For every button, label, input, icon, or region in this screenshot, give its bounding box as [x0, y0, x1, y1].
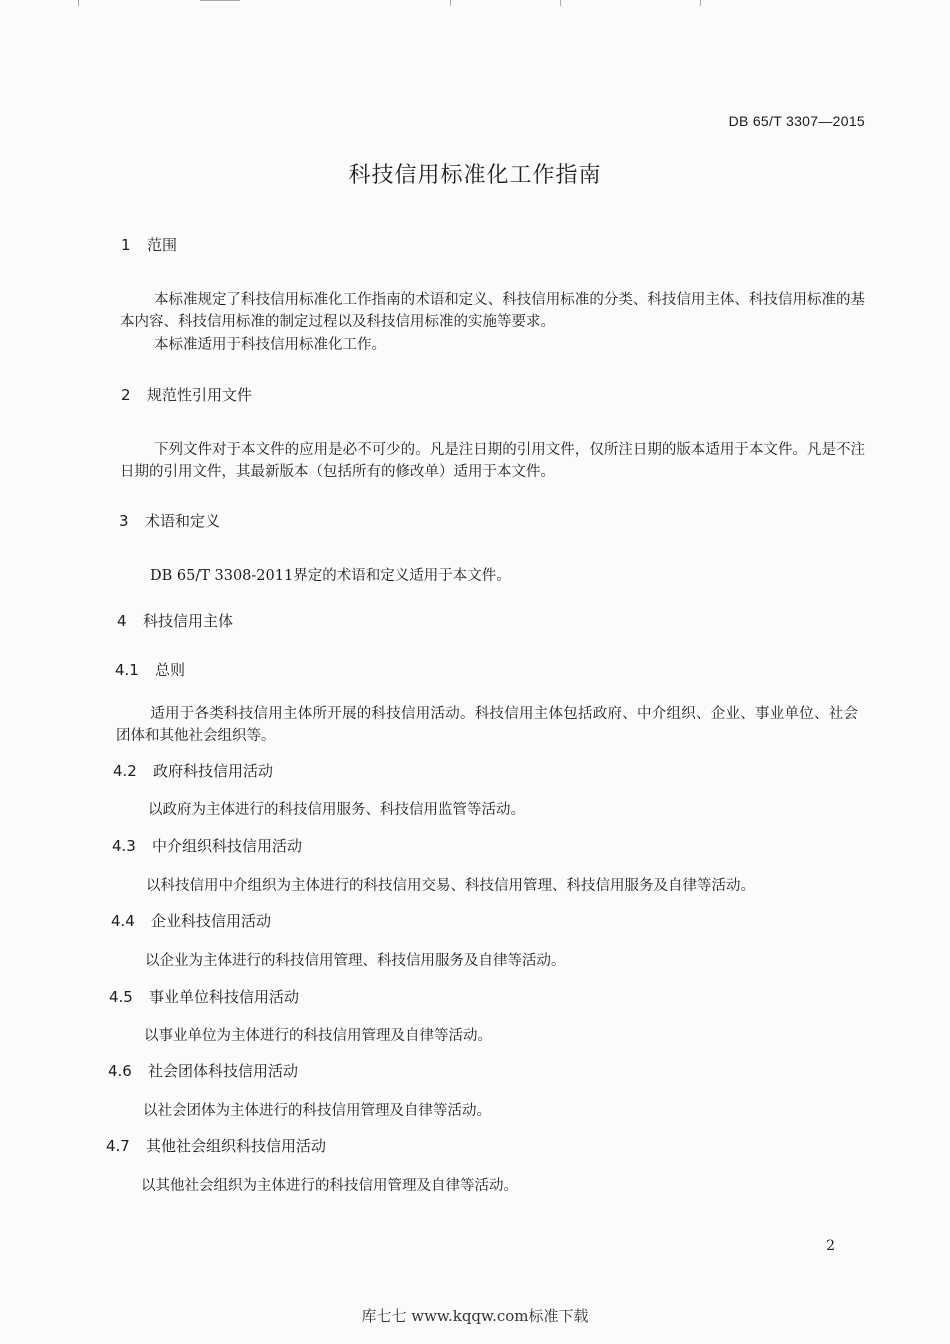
subsection-4-1-heading — [115, 659, 185, 680]
subsection-number: 4.1 — [115, 661, 139, 679]
scan-mark — [200, 0, 240, 1]
page-number: 2 — [826, 1238, 835, 1254]
section-2-heading — [121, 384, 252, 405]
section-title: 范围 — [147, 236, 178, 254]
section-title: 规范性引用文件 — [147, 386, 253, 404]
subsection-4-6-text: 以社会团体为主体进行的科技信用管理及自律等活动。 — [143, 1103, 491, 1119]
subsection-number: 4.2 — [113, 762, 137, 780]
section-title: 科技信用主体 — [143, 612, 234, 630]
subsection-4-3-heading — [112, 835, 302, 856]
section-4-heading — [117, 610, 233, 631]
paragraph-text: 适用于各类科技信用主体所开展的科技信用活动。科技信用主体包括政府、中介组织、企业、事业单位、社会团体和其他社会组织等。 — [116, 706, 858, 744]
section-1-paragraph-2 — [120, 334, 865, 356]
footer-watermark: 库七七 www.kqqw.com标准下载 — [361, 1307, 589, 1325]
paragraph-text: 本标准规定了科技信用标准化工作指南的术语和定义、科技信用标准的分类、科技信用主体、科技信用标准的基本内容、科技信用标准的制定过程以及科技信用标准的实施等要求。 — [120, 292, 865, 330]
section-number: 2 — [121, 386, 131, 404]
standard-code: DB 65/T 3307—2015 — [728, 113, 865, 129]
subsection-4-2-heading — [113, 760, 273, 781]
section-number: 1 — [121, 236, 131, 254]
subsection-4-4-heading — [111, 910, 271, 931]
subsection-title: 其他社会组织科技信用活动 — [146, 1137, 327, 1155]
section-number: 4 — [117, 612, 127, 630]
subsection-title: 企业科技信用活动 — [151, 912, 272, 930]
scan-mark — [78, 0, 79, 6]
section-1-heading — [121, 234, 177, 255]
scan-mark — [560, 0, 561, 6]
subsection-number: 4.6 — [108, 1062, 132, 1080]
subsection-number: 4.4 — [111, 912, 135, 930]
document-title: 科技信用标准化工作指南 — [348, 163, 602, 188]
section-3-paragraph-1: DB 65/T 3308-2011界定的术语和定义适用于本文件。 — [150, 568, 511, 584]
subsection-title: 事业单位科技信用活动 — [149, 988, 300, 1006]
scan-mark — [450, 0, 451, 6]
subsection-4-6-heading — [108, 1060, 298, 1081]
section-1-paragraph-1 — [120, 289, 865, 333]
subsection-number: 4.5 — [109, 988, 133, 1006]
subsection-4-5-text: 以事业单位为主体进行的科技信用管理及自律等活动。 — [144, 1028, 492, 1044]
subsection-4-4-text: 以企业为主体进行的科技信用管理、科技信用服务及自律等活动。 — [145, 953, 566, 969]
scan-mark — [700, 0, 701, 6]
subsection-4-3-text: 以科技信用中介组织为主体进行的科技信用交易、科技信用管理、科技信用服务及自律等活动。 — [146, 878, 755, 894]
paragraph-text: 本标准适用于科技信用标准化工作。 — [154, 337, 386, 353]
subsection-title: 社会团体科技信用活动 — [148, 1062, 299, 1080]
subsection-number: 4.3 — [112, 837, 136, 855]
subsection-4-7-text: 以其他社会组织为主体进行的科技信用管理及自律等活动。 — [141, 1178, 518, 1194]
section-3-heading — [119, 510, 220, 531]
section-number: 3 — [119, 512, 129, 530]
subsection-4-2-text: 以政府为主体进行的科技信用服务、科技信用监管等活动。 — [148, 802, 525, 818]
subsection-4-1-text — [116, 703, 858, 747]
subsection-4-7-heading — [106, 1135, 326, 1156]
subsection-title: 总则 — [155, 661, 186, 679]
paragraph-text: 下列文件对于本文件的应用是必不可少的。凡是注日期的引用文件，仅所注日期的版本适用于本文件。凡是不注日期的引用文件，其最新版本（包括所有的修改单）适用于本文件。 — [120, 442, 865, 480]
section-title: 术语和定义 — [145, 512, 221, 530]
subsection-4-5-heading — [109, 986, 299, 1007]
subsection-title: 中介组织科技信用活动 — [152, 837, 303, 855]
section-2-paragraph-1 — [120, 439, 865, 483]
subsection-number: 4.7 — [106, 1137, 130, 1155]
subsection-title: 政府科技信用活动 — [153, 762, 274, 780]
